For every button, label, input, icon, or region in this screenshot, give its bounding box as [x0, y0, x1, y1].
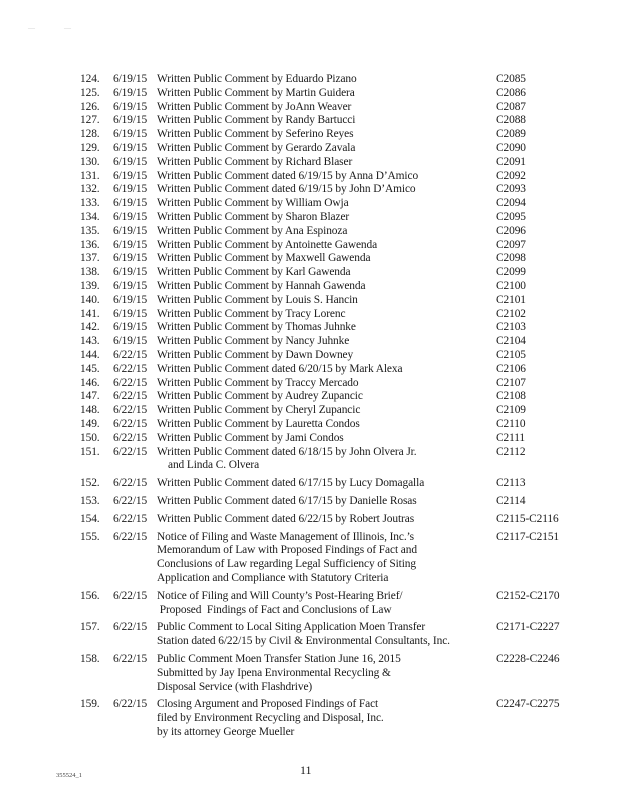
- entry-number: 147.: [80, 390, 100, 403]
- entry-date: 6/22/15: [113, 495, 148, 507]
- description-line: Written Public Comment dated 6/17/15 by Lucy Domagalla: [157, 477, 425, 490]
- entry-page-range: C2110: [496, 418, 526, 430]
- entry-page-range: C2105: [496, 349, 526, 361]
- description-line: filed by Environment Recycling and Disposal, Inc.: [157, 712, 384, 725]
- entry-description: [157, 87, 492, 101]
- description-line: Written Public Comment by Maxwell Gawenda: [157, 252, 371, 265]
- description-line: Written Public Comment by Tracy Lorenc: [157, 307, 346, 320]
- entry-number: 133.: [80, 197, 100, 210]
- entry-number: 144.: [80, 349, 100, 361]
- entry-number: 138.: [80, 266, 100, 279]
- description-line: Written Public Comment by Traccy Mercado: [157, 376, 359, 389]
- entry-page-range: C2102: [496, 307, 526, 320]
- description-line: Written Public Comment dated 6/19/15 by Anna D’Amico: [157, 169, 419, 182]
- description-line: Written Public Comment by Cheryl Zupancic: [157, 404, 361, 417]
- entry-description: [157, 477, 492, 491]
- entry-page-range: C2088: [496, 114, 526, 127]
- entry-description: [157, 73, 492, 87]
- description-line: Written Public Comment by Karl Gawenda: [157, 266, 351, 279]
- entry-description: [157, 128, 492, 142]
- description-line: Written Public Comment dated 6/19/15 by John D’Amico: [157, 183, 416, 196]
- entry-description: [157, 156, 492, 170]
- entry-number: 151.: [80, 445, 100, 458]
- entry-description: [157, 495, 492, 509]
- description-line: by its attorney George Mueller: [157, 725, 295, 738]
- description-line: Written Public Comment by Antoinette Gawenda: [157, 238, 378, 251]
- entry-number: 131.: [80, 169, 100, 182]
- entry-page-range: C2092: [496, 169, 526, 182]
- entry-number: 154.: [80, 512, 100, 525]
- entry-date: 6/22/15: [113, 698, 148, 711]
- entry-page-range: C2111: [496, 431, 526, 444]
- description-line: Written Public Comment dated 6/17/15 by Danielle Rosas: [157, 495, 417, 507]
- entry-date: 6/22/15: [113, 530, 148, 543]
- entry-number: 129.: [80, 142, 100, 154]
- entry-page-range: C2247-C2275: [496, 698, 560, 711]
- entry-date: 6/19/15: [113, 224, 148, 237]
- entry-page-range: C2085: [496, 73, 526, 85]
- scan-mark-right: —: [64, 24, 71, 32]
- entry-date: 6/19/15: [113, 73, 148, 85]
- entry-description: [157, 335, 492, 349]
- description-line: Application and Compliance with Statutory Criteria: [157, 571, 389, 584]
- description-line: Written Public Comment by Seferino Reyes: [157, 128, 354, 141]
- entry-number: 126.: [80, 100, 100, 113]
- entry-description: [157, 404, 492, 418]
- entry-number: 142.: [80, 321, 100, 334]
- description-line: Written Public Comment dated 6/22/15 by Robert Joutras: [157, 512, 415, 525]
- entry-number: 139.: [80, 280, 100, 292]
- description-line: Written Public Comment by Richard Blaser: [157, 155, 353, 168]
- entry-number: 141.: [80, 307, 100, 320]
- entry-number: 134.: [80, 211, 100, 223]
- description-line: Written Public Comment by Nancy Juhnke: [157, 335, 350, 348]
- entry-date: 6/19/15: [113, 183, 148, 196]
- entry-description: [157, 321, 492, 335]
- entry-date: 6/19/15: [113, 169, 148, 182]
- entry-date: 6/19/15: [113, 280, 148, 292]
- description-line: Written Public Comment by Lauretta Condos: [157, 418, 360, 430]
- entry-page-range: C2171-C2227: [496, 621, 560, 634]
- entry-description: [157, 446, 492, 474]
- entry-date: 6/22/15: [113, 512, 148, 525]
- entry-description: [157, 590, 492, 618]
- entry-date: 6/19/15: [113, 307, 148, 320]
- entry-number: 140.: [80, 293, 100, 306]
- description-line: Closing Argument and Proposed Findings of Fact: [157, 698, 379, 711]
- entry-number: 159.: [80, 698, 100, 711]
- entry-date: 6/19/15: [113, 100, 148, 113]
- entry-date: 6/19/15: [113, 252, 148, 265]
- entry-description: [157, 698, 492, 739]
- entry-date: 6/19/15: [113, 321, 148, 334]
- entry-date: 6/22/15: [113, 390, 148, 403]
- description-line: Public Comment to Local Siting Application Moen Transfer: [157, 621, 426, 634]
- entry-description: [157, 225, 492, 239]
- entry-description: [157, 183, 492, 197]
- entry-description: [157, 653, 492, 694]
- entry-page-range: C2096: [496, 224, 526, 237]
- entry-number: 125.: [80, 86, 100, 99]
- entry-description: [157, 377, 492, 391]
- entry-description: [157, 266, 492, 280]
- entry-page-range: C2108: [496, 390, 526, 403]
- entry-number: 153.: [80, 495, 100, 507]
- entry-date: 6/19/15: [113, 155, 148, 168]
- description-line: Written Public Comment by Audrey Zupancic: [157, 390, 363, 403]
- scan-mark-left: —: [28, 24, 35, 32]
- entry-description: [157, 170, 492, 184]
- entry-page-range: C2113: [496, 477, 526, 490]
- description-line: Written Public Comment by Eduardo Pizano: [157, 73, 357, 85]
- entry-date: 6/19/15: [113, 197, 148, 210]
- entry-date: 6/22/15: [113, 477, 148, 490]
- entry-page-range: C2093: [496, 183, 526, 196]
- description-line: Written Public Comment dated 6/18/15 by John Olvera Jr.: [157, 445, 417, 458]
- entry-description: [157, 211, 492, 225]
- entry-page-range: C2109: [496, 404, 526, 417]
- entry-date: 6/19/15: [113, 142, 148, 154]
- entry-description: [157, 280, 492, 294]
- description-line: Written Public Comment by Jami Condos: [157, 431, 344, 444]
- entry-date: 6/19/15: [113, 293, 148, 306]
- entry-description: [157, 101, 492, 115]
- entry-date: 6/22/15: [113, 418, 148, 430]
- entry-date: 6/19/15: [113, 335, 148, 348]
- entry-page-range: C2091: [496, 155, 526, 168]
- entry-number: 155.: [80, 530, 100, 543]
- description-line: Written Public Comment by Louis S. Hancin: [157, 293, 358, 306]
- entry-date: 6/19/15: [113, 114, 148, 127]
- entry-description: [157, 390, 492, 404]
- description-line: Proposed Findings of Fact and Conclusions of Law: [157, 603, 392, 616]
- entry-date: 6/19/15: [113, 86, 148, 99]
- entry-description: [157, 239, 492, 253]
- description-line: and Linda C. Olvera: [157, 459, 260, 472]
- entry-date: 6/19/15: [113, 238, 148, 251]
- entry-description: [157, 142, 492, 156]
- entry-page-range: C2090: [496, 142, 526, 154]
- entry-date: 6/22/15: [113, 445, 148, 458]
- entry-number: 130.: [80, 155, 100, 168]
- entry-page-range: C2100: [496, 280, 526, 292]
- entry-page-range: C2114: [496, 495, 526, 507]
- description-line: Written Public Comment by Hannah Gawenda: [157, 280, 366, 292]
- entry-number: 152.: [80, 477, 100, 490]
- entry-date: 6/22/15: [113, 431, 148, 444]
- entry-number: 124.: [80, 73, 100, 85]
- entry-description: [157, 114, 492, 128]
- description-line: Public Comment Moen Transfer Station June 16, 2015: [157, 653, 401, 665]
- entry-number: 127.: [80, 114, 100, 127]
- description-line: Submitted by Jay Ipena Environmental Recycling &: [157, 666, 391, 679]
- entry-page-range: C2106: [496, 362, 526, 375]
- entry-description: [157, 252, 492, 266]
- entry-number: 145.: [80, 362, 100, 375]
- entry-page-range: C2086: [496, 86, 526, 99]
- entry-page-range: C2087: [496, 100, 526, 113]
- entry-number: 157.: [80, 621, 100, 634]
- description-line: Memorandum of Law with Proposed Findings of Fact and: [157, 544, 417, 557]
- entry-page-range: C2097: [496, 238, 526, 251]
- entry-page-range: C2089: [496, 128, 526, 141]
- description-line: Written Public Comment by William Owja: [157, 197, 349, 210]
- description-line: Notice of Filing and Waste Management of Illinois, Inc.’s: [157, 530, 415, 543]
- description-line: Written Public Comment by Thomas Juhnke: [157, 321, 356, 334]
- entry-page-range: C2228-C2246: [496, 653, 560, 665]
- entry-description: [157, 513, 492, 527]
- description-line: Written Public Comment by Martin Guidera: [157, 86, 355, 99]
- entry-page-range: C2152-C2170: [496, 589, 560, 602]
- entry-date: 6/22/15: [113, 362, 148, 375]
- entry-date: 6/22/15: [113, 653, 148, 665]
- entry-date: 6/22/15: [113, 621, 148, 634]
- entry-date: 6/19/15: [113, 266, 148, 279]
- entry-description: [157, 531, 492, 586]
- entry-description: [157, 432, 492, 446]
- entry-date: 6/22/15: [113, 376, 148, 389]
- entry-page-range: C2115-C2116: [496, 512, 559, 525]
- entry-page-range: C2098: [496, 252, 526, 265]
- description-line: Written Public Comment by JoAnn Weaver: [157, 100, 352, 113]
- description-line: Conclusions of Law regarding Legal Sufficiency of Siting: [157, 558, 416, 571]
- entry-description: [157, 308, 492, 322]
- description-line: Written Public Comment by Dawn Downey: [157, 349, 354, 361]
- entry-number: 137.: [80, 252, 100, 265]
- entry-number: 150.: [80, 431, 100, 444]
- description-line: Written Public Comment dated 6/20/15 by Mark Alexa: [157, 362, 403, 375]
- entry-description: [157, 349, 492, 363]
- page-number: 11: [300, 763, 312, 777]
- entry-number: 149.: [80, 418, 100, 430]
- description-line: Written Public Comment by Sharon Blazer: [157, 211, 350, 223]
- entry-description: [157, 294, 492, 308]
- entry-page-range: C2104: [496, 335, 526, 348]
- entry-date: 6/22/15: [113, 404, 148, 417]
- entry-number: 132.: [80, 183, 100, 196]
- entry-date: 6/19/15: [113, 128, 148, 141]
- entry-page-range: C2117-C2151: [496, 530, 560, 543]
- description-line: Written Public Comment by Gerardo Zavala: [157, 142, 356, 154]
- entry-number: 148.: [80, 404, 100, 417]
- entry-date: 6/22/15: [113, 349, 148, 361]
- description-line: Disposal Service (with Flashdrive): [157, 680, 313, 693]
- entry-description: [157, 621, 492, 649]
- entry-number: 136.: [80, 238, 100, 251]
- entry-number: 156.: [80, 589, 100, 602]
- entry-number: 128.: [80, 128, 100, 141]
- entry-number: 143.: [80, 335, 100, 348]
- entry-number: 158.: [80, 653, 100, 665]
- description-line: Written Public Comment by Ana Espinoza: [157, 224, 348, 237]
- entry-number: 146.: [80, 376, 100, 389]
- entry-page-range: C2107: [496, 376, 526, 389]
- entry-page-range: C2094: [496, 197, 526, 210]
- document-id: 355524_1: [56, 772, 82, 779]
- entry-page-range: C2101: [496, 293, 526, 306]
- entry-description: [157, 418, 492, 432]
- description-line: Notice of Filing and Will County’s Post-Hearing Brief/: [157, 589, 403, 602]
- entry-description: [157, 363, 492, 377]
- entry-page-range: C2112: [496, 445, 526, 458]
- entry-number: 135.: [80, 224, 100, 237]
- entry-date: 6/19/15: [113, 211, 148, 223]
- entry-description: [157, 197, 492, 211]
- description-line: Written Public Comment by Randy Bartucci: [157, 114, 356, 127]
- entry-page-range: C2095: [496, 211, 526, 223]
- entry-page-range: C2103: [496, 321, 526, 334]
- description-line: Station dated 6/22/15 by Civil & Environmental Consultants, Inc.: [157, 635, 450, 648]
- entry-page-range: C2099: [496, 266, 526, 279]
- entry-date: 6/22/15: [113, 589, 148, 602]
